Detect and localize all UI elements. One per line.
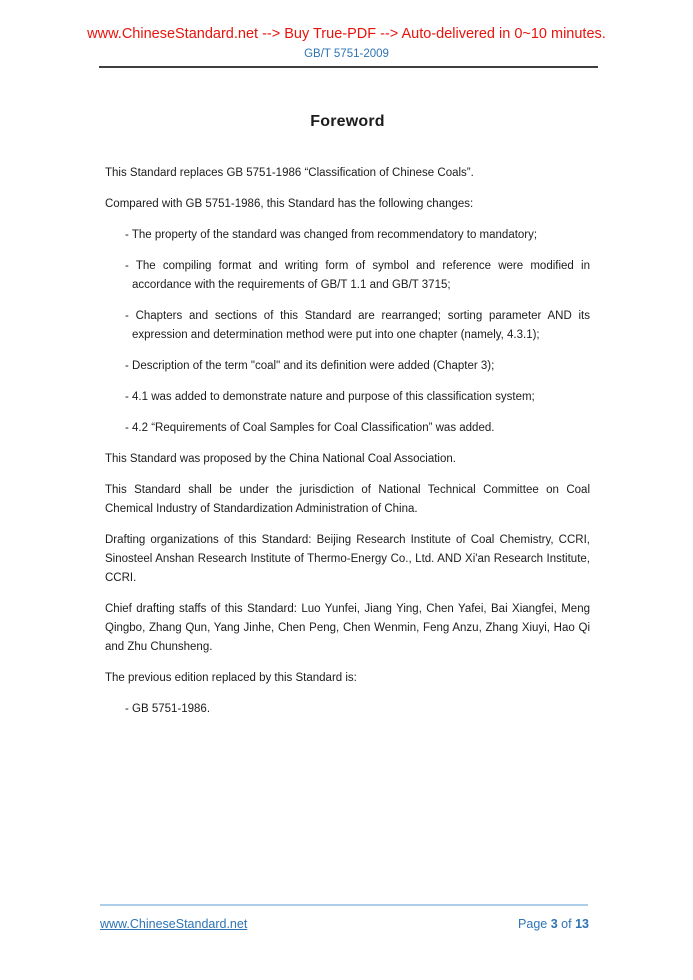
page-number-of: of <box>561 917 572 931</box>
change-item-4: - Description of the term "coal" and its definition were added (Chapter 3); <box>125 360 495 372</box>
document-body <box>105 113 590 719</box>
change-item-3: - Chapters and sections of this Standard are rearranged; sorting parameter AND its expression and determination method were put into one chapter (namely, 4.3.1); <box>125 310 590 341</box>
paragraph-compared: Compared with GB 5751-1986, this Standard has the following changes: <box>105 198 474 210</box>
promo-banner: www.ChineseStandard.net --> Buy True-PDF --> Auto-delivered in 0~10 minutes. <box>87 26 606 42</box>
footer-rule <box>100 904 588 906</box>
page-number-current: 3 <box>550 917 558 931</box>
paragraph-jurisdiction: This Standard shall be under the jurisdiction of National Technical Committee on Coal Chemical Industry of Standardization Administration of China. <box>105 484 590 515</box>
change-item-6: - 4.2 “Requirements of Coal Samples for Coal Classification” was added. <box>125 422 495 434</box>
page-footer <box>0 904 693 931</box>
standard-code: GB/T 5751-2009 <box>304 48 389 60</box>
header-rule <box>99 66 598 68</box>
footer-link[interactable]: www.ChineseStandard.net <box>100 917 248 931</box>
change-item-1: - The property of the standard was changed from recommendatory to mandatory; <box>125 229 538 241</box>
change-item-5: - 4.1 was added to demonstrate nature and purpose of this classification system; <box>125 391 535 403</box>
page-number-label: Page <box>518 917 548 931</box>
change-item-2: - The compiling format and writing form of symbol and reference were modified in accordance with the requirements of GB/T 1.1 and GB/T 3715; <box>125 260 590 291</box>
paragraph-previous-edition: The previous edition replaced by this Standard is: <box>105 672 357 684</box>
paragraph-proposed: This Standard was proposed by the China National Coal Association. <box>105 453 456 465</box>
paragraph-replaces: This Standard replaces GB 5751-1986 “Classification of Chinese Coals”. <box>105 167 474 179</box>
paragraph-drafting-staff: Chief drafting staffs of this Standard: Luo Yunfei, Jiang Ying, Chen Yafei, Bai Xiangfei, Meng Qingbo, Zhang Qun, Yang Jinhe, Chen Peng, Chen Wenmin, Feng Anzu, Zhang Xiuyi, Hao Qi and Zhu Chunsheng. <box>105 603 590 653</box>
paragraph-drafting-orgs: Drafting organizations of this Standard: Beijing Research Institute of Coal Chemistry, CCRI, Sinosteel Anshan Research Institute of Thermo-Energy Co., Ltd. AND Xi'an Research Institute, CCRI. <box>105 534 590 584</box>
page-number <box>518 917 589 931</box>
page-header <box>0 0 693 68</box>
previous-edition-item: - GB 5751-1986. <box>125 703 211 715</box>
page-number-total: 13 <box>575 917 589 931</box>
page-title: Foreword <box>310 113 385 130</box>
